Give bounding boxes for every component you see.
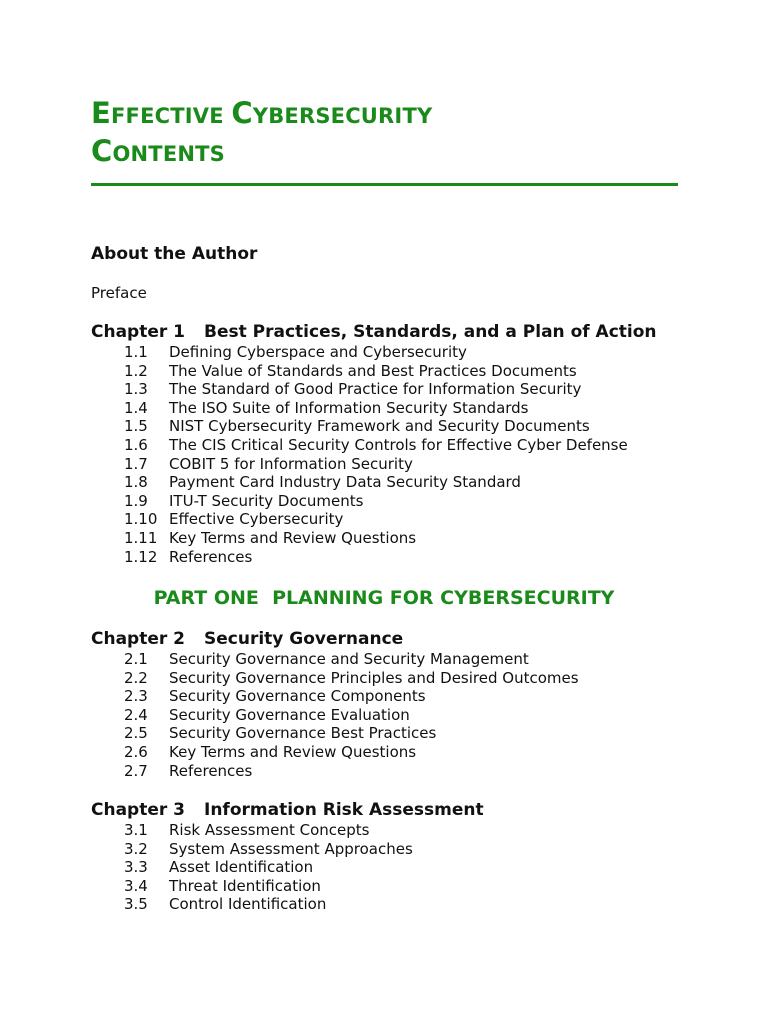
toc-section-entry[interactable] <box>124 380 628 399</box>
toc-section-entry[interactable] <box>124 417 628 436</box>
toc-section-entry[interactable] <box>124 399 628 418</box>
section-title: Control Identification <box>169 895 327 914</box>
section-number: 1.12 <box>124 547 158 566</box>
toc-entry-about-author[interactable]: About the Author <box>91 244 258 264</box>
toc-section-entry[interactable] <box>124 650 579 669</box>
toc-section-entry[interactable] <box>124 840 413 859</box>
chapter-2-label: Chapter 2 <box>91 629 186 649</box>
document-title-line-1 <box>91 96 433 130</box>
section-title: ITU-T Security Documents <box>169 491 364 510</box>
chapter-1-title: Best Practices, Standards, and a Plan of Action <box>204 322 657 342</box>
section-number: 2.7 <box>124 761 148 780</box>
section-number: 2.2 <box>124 668 148 687</box>
section-number: 2.4 <box>124 705 148 724</box>
toc-section-entry[interactable] <box>124 743 579 762</box>
toc-section-entry[interactable] <box>124 877 413 896</box>
section-title: References <box>169 761 253 780</box>
section-number: 1.5 <box>124 417 148 436</box>
chapter-3-heading[interactable] <box>91 802 484 819</box>
section-number: 3.3 <box>124 858 148 877</box>
chapter-3-section-list <box>124 821 413 914</box>
section-title: Threat Identification <box>169 876 321 895</box>
section-title: Security Governance Components <box>169 687 426 706</box>
toc-section-entry[interactable] <box>124 529 628 548</box>
toc-section-entry[interactable] <box>124 724 579 743</box>
section-title: Asset Identification <box>169 858 314 877</box>
toc-section-entry[interactable] <box>124 669 579 688</box>
section-title: COBIT 5 for Information Security <box>169 454 413 473</box>
chapter-2-heading[interactable] <box>91 631 403 648</box>
section-number: 2.5 <box>124 724 148 743</box>
toc-section-entry[interactable] <box>124 706 579 725</box>
contents-initial-c: C <box>91 134 113 168</box>
section-number: 2.1 <box>124 650 148 668</box>
part-one-heading: PART ONE PLANNING FOR CYBERSECURITY <box>153 587 615 609</box>
section-title: Risk Assessment Concepts <box>169 821 370 839</box>
section-title: System Assessment Approaches <box>169 839 413 858</box>
section-title: Security Governance Principles and Desired Outcomes <box>169 668 579 687</box>
section-number: 3.4 <box>124 876 148 895</box>
section-number: 1.11 <box>124 528 158 547</box>
section-title: The CIS Critical Security Controls for Effective Cyber Defense <box>169 435 628 454</box>
section-number: 2.3 <box>124 687 148 706</box>
section-title: Key Terms and Review Questions <box>169 528 417 547</box>
section-number: 1.1 <box>124 343 148 361</box>
toc-section-entry[interactable] <box>124 687 579 706</box>
toc-section-entry[interactable] <box>124 473 628 492</box>
section-title: References <box>169 547 253 566</box>
title-initial-c: C <box>231 96 253 130</box>
section-number: 1.10 <box>124 510 158 529</box>
section-title: Security Governance Best Practices <box>169 724 437 743</box>
toc-section-entry[interactable] <box>124 436 628 455</box>
chapter-3-title: Information Risk Assessment <box>204 800 484 820</box>
chapter-1-heading[interactable] <box>91 324 657 341</box>
section-title: Effective Cybersecurity <box>169 510 344 529</box>
section-number: 1.6 <box>124 435 148 454</box>
title-word-effective: FFECTIVE <box>111 104 232 128</box>
title-initial-e: E <box>91 96 112 130</box>
chapter-2-title: Security Governance <box>204 629 404 649</box>
section-title: NIST Cybersecurity Framework and Security Documents <box>169 417 590 436</box>
section-number: 1.4 <box>124 398 148 417</box>
toc-section-entry[interactable] <box>124 492 628 511</box>
section-number: 3.2 <box>124 839 148 858</box>
toc-section-entry[interactable] <box>124 362 628 381</box>
section-title: The Standard of Good Practice for Information Security <box>169 380 582 399</box>
chapter-3-label: Chapter 3 <box>91 800 186 820</box>
title-divider <box>91 183 678 186</box>
section-title: The ISO Suite of Information Security Standards <box>169 398 529 417</box>
chapter-1-section-list <box>124 343 628 566</box>
section-number: 2.6 <box>124 742 148 761</box>
toc-section-entry[interactable] <box>124 895 413 914</box>
toc-entry-preface[interactable]: Preface <box>91 284 147 302</box>
document-title-line-2 <box>91 134 226 168</box>
section-number: 3.5 <box>124 895 148 914</box>
toc-section-entry[interactable] <box>124 455 628 474</box>
section-number: 3.1 <box>124 821 148 839</box>
section-title: The Value of Standards and Best Practices Documents <box>169 361 577 380</box>
toc-section-entry[interactable] <box>124 762 579 781</box>
title-word-cybersecurity: YBERSECURITY <box>252 104 433 128</box>
section-title: Key Terms and Review Questions <box>169 742 417 761</box>
toc-section-entry[interactable] <box>124 821 413 840</box>
contents-word: ONTENTS <box>112 142 226 166</box>
section-number: 1.3 <box>124 380 148 399</box>
chapter-2-section-list <box>124 650 579 780</box>
toc-section-entry[interactable] <box>124 858 413 877</box>
toc-section-entry[interactable] <box>124 510 628 529</box>
section-number: 1.8 <box>124 473 148 492</box>
section-number: 1.2 <box>124 361 148 380</box>
section-title: Security Governance Evaluation <box>169 705 410 724</box>
section-title: Payment Card Industry Data Security Standard <box>169 473 521 492</box>
section-number: 1.9 <box>124 491 148 510</box>
section-title: Defining Cyberspace and Cybersecurity <box>169 343 467 361</box>
toc-section-entry[interactable] <box>124 343 628 362</box>
toc-section-entry[interactable] <box>124 548 628 567</box>
chapter-1-label: Chapter 1 <box>91 322 186 342</box>
section-title: Security Governance and Security Management <box>169 650 529 668</box>
section-number: 1.7 <box>124 454 148 473</box>
